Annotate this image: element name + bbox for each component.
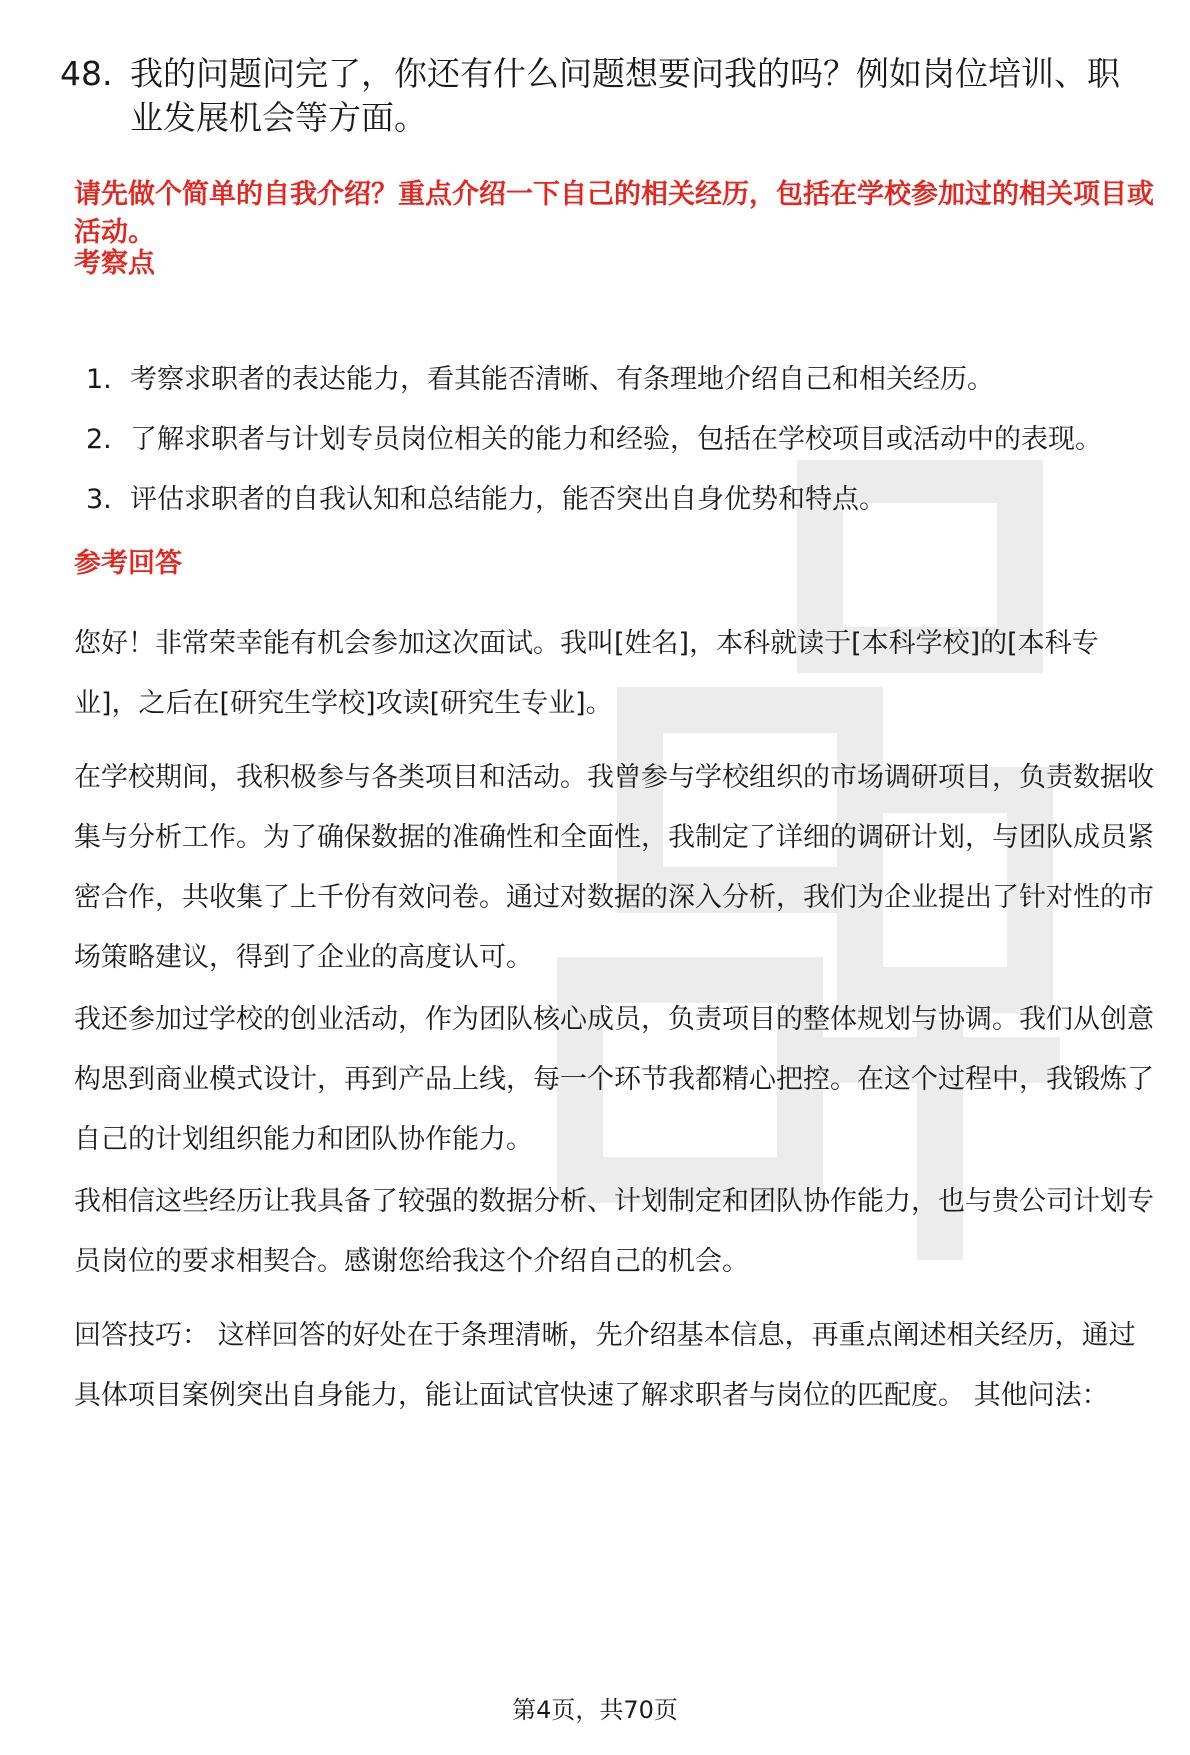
assessment-points <box>86 350 1156 530</box>
list-item <box>86 410 1156 470</box>
list-item <box>86 350 1156 410</box>
intro-question: 请先做个简单的自我介绍？重点介绍一下自己的相关经历，包括在学校参加过的相关项目或活动。 <box>74 179 1154 248</box>
answer-paragraph: 在学校期间，我积极参与各类项目和活动。我曾参与学校组织的市场调研项目，负责数据收集与分析工作。为了确保数据的准确性和全面性，我制定了详细的调研计划，与团队成员紧密合作，共收集了上千份有效问卷。通过对数据的深入分析，我们为企业提出了针对性的市场策略建议，得到了企业的高度认可。 <box>74 762 1154 973</box>
list-item-number: 3. <box>86 484 112 515</box>
list-item-number: 1. <box>86 364 112 395</box>
assessment-heading: 考察点 <box>74 248 155 279</box>
reference-heading: 参考回答 <box>74 548 182 579</box>
answer-paragraph: 您好！非常荣幸能有机会参加这次面试。我叫[姓名]，本科就读于[本科学校]的[本科专业]，之后在[研究生学校]攻读[研究生专业]。 <box>74 628 1099 719</box>
list-item-text: 考察求职者的表达能力，看其能否清晰、有条理地介绍自己和相关经历。 <box>130 364 994 395</box>
list-item-text: 了解求职者与计划专员岗位相关的能力和经验，包括在学校项目或活动中的表现。 <box>130 424 1102 455</box>
question-text: 我的问题问完了，你还有什么问题想要问我的吗？例如岗位培训、职业发展机会等方面。 <box>130 54 1120 137</box>
list-item-number: 2. <box>86 424 112 455</box>
list-item-text: 评估求职者的自我认知和总结能力，能否突出自身优势和特点。 <box>130 484 886 515</box>
answer-paragraph: 我还参加过学校的创业活动，作为团队核心成员，负责项目的整体规划与协调。我们从创意构思到商业模式设计，再到产品上线，每一个环节我都精心把控。在这个过程中，我锻炼了自己的计划组织能力和团队协作能力。 <box>74 1004 1154 1155</box>
answer-paragraph: 我相信这些经历让我具备了较强的数据分析、计划制定和团队协作能力，也与贵公司计划专员岗位的要求相契合。感谢您给我这个介绍自己的机会。 <box>74 1186 1154 1277</box>
question-number: 48. <box>60 54 113 93</box>
list-item <box>86 470 1156 530</box>
answer-tips-paragraph: 回答技巧： 这样回答的好处在于条理清晰，先介绍基本信息，再重点阐述相关经历，通过具体项目案例突出自身能力，能让面试官快速了解求职者与岗位的匹配度。 其他问法： <box>74 1320 1136 1411</box>
question-title <box>60 52 1140 140</box>
page-number: 第4页，共70页 <box>512 1696 678 1724</box>
